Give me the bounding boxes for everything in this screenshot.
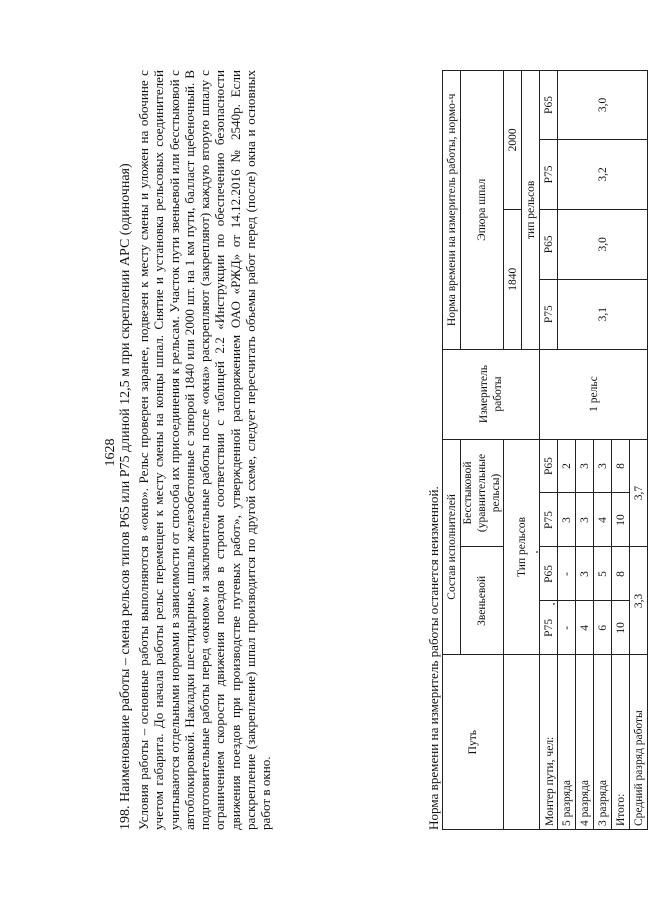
- header-epura: Эпюра шпал: [461, 71, 504, 350]
- row-label: 4 разряда: [576, 655, 594, 830]
- table-cell: -: [558, 601, 576, 655]
- avg-bessty: 3,7: [630, 439, 648, 547]
- header-norm: Норма времени на измеритель работы, нормо-ч: [443, 71, 461, 350]
- header-zven: Звеньевой: [461, 547, 504, 655]
- row-header: Монтер пути, чел:: [540, 655, 558, 830]
- type-cell: Р65: [540, 439, 558, 493]
- header-rail-type-2: тип рельсов: [522, 71, 540, 350]
- norm-type-cell: Р75: [540, 279, 558, 349]
- row-label: 5 разряда: [558, 655, 576, 830]
- header-staff: Состав исполнителей: [443, 439, 461, 655]
- table-cell: 3: [594, 439, 612, 493]
- header-bessty: Бесстыковой (уравнительные рельсы): [461, 439, 504, 547]
- table-cell: 6: [594, 601, 612, 655]
- avg-zven: 3,3: [630, 547, 648, 655]
- header-measure: Измеритель работы: [443, 349, 540, 439]
- table-cell: -: [558, 547, 576, 601]
- header-2000: 2000: [504, 71, 522, 210]
- norm-value: 3,0: [558, 209, 648, 279]
- work-conditions-paragraph: Условия работы – основные работы выполняются в «окно». Рельс проверен заранее, подвезен к месту смены и уложен на обочине с учетом габарита. До начала работы рельс перемещен к месту смены на концы шпал. Снятие и установка рельсовых соединителей учитываются отдельными нормами в зависимости от способа их присоединения к рельсам. Участок пути звеньевой или бесстыковой с автоблокировкой. Накладки шестидырные, шпалы железобетонные с эпюрой 1840 или 2000 шт. на 1 км пути, балласт щебеночный. В подготовительные работы перед «окном» и заключительные работы после «окна» раскрепляют (закрепляют) каждую вторую шпалу с ограничением скорости движения поездов в строгом соответствии с таблицей 2.2 «Инструкции по обеспечению безопасности движения поездов при производстве путевых работ», утвержденной распоряжением ОАО «РЖД» от 14.12.2016 № 2540р. Если раскрепление (закрепление) шпал производится по другой схеме, следует пересчитать объемы работ перед (после) окна и основных работ в окно.: [136, 70, 274, 830]
- norm-value: 3,1: [558, 279, 648, 349]
- table-cell: 8: [612, 439, 630, 493]
- header-path: Путь: [443, 655, 504, 830]
- table-cell: 4: [594, 493, 612, 547]
- type-cell: Р65: [540, 547, 558, 601]
- table-cell: 3: [576, 439, 594, 493]
- row-label: 3 разряда: [594, 655, 612, 830]
- header-1840: 1840: [504, 209, 522, 349]
- avg-label: Средний разряд работы: [630, 655, 648, 830]
- table-cell: 3: [576, 493, 594, 547]
- row-label: Итого:: [612, 655, 630, 830]
- table-cell: 2: [558, 439, 576, 493]
- norm-note: Норма времени на измеритель работы останется неизменной.: [426, 486, 441, 830]
- table-cell: 10: [612, 601, 630, 655]
- work-title: 198. Наименование работы – смена рельсов типов Р65 или Р75 длиной 12,5 м при скреплении АРС (одиночная): [118, 163, 133, 830]
- norm-type-cell: Р65: [540, 209, 558, 279]
- type-cell: Р75: [540, 601, 558, 655]
- norm-type-cell: Р65: [540, 71, 558, 140]
- table-cell: 4: [576, 601, 594, 655]
- scan-speck: [536, 551, 538, 553]
- empty-cell: [504, 655, 540, 830]
- norm-type-cell: Р75: [540, 139, 558, 209]
- table-cell: 8: [612, 547, 630, 601]
- table-cell: 3: [576, 547, 594, 601]
- scan-speck: [553, 603, 555, 605]
- header-rail-type: Тип рельсов: [504, 439, 540, 655]
- norm-value: 3,0: [558, 71, 648, 140]
- norm-value: 3,2: [558, 139, 648, 209]
- table-cell: 5: [594, 547, 612, 601]
- table-cell: 10: [612, 493, 630, 547]
- type-cell: Р75: [540, 493, 558, 547]
- table-cell: 3: [558, 493, 576, 547]
- norm-table: [442, 70, 648, 830]
- measure-value: 1 рельс: [540, 349, 648, 439]
- page-number: 1628: [103, 438, 118, 467]
